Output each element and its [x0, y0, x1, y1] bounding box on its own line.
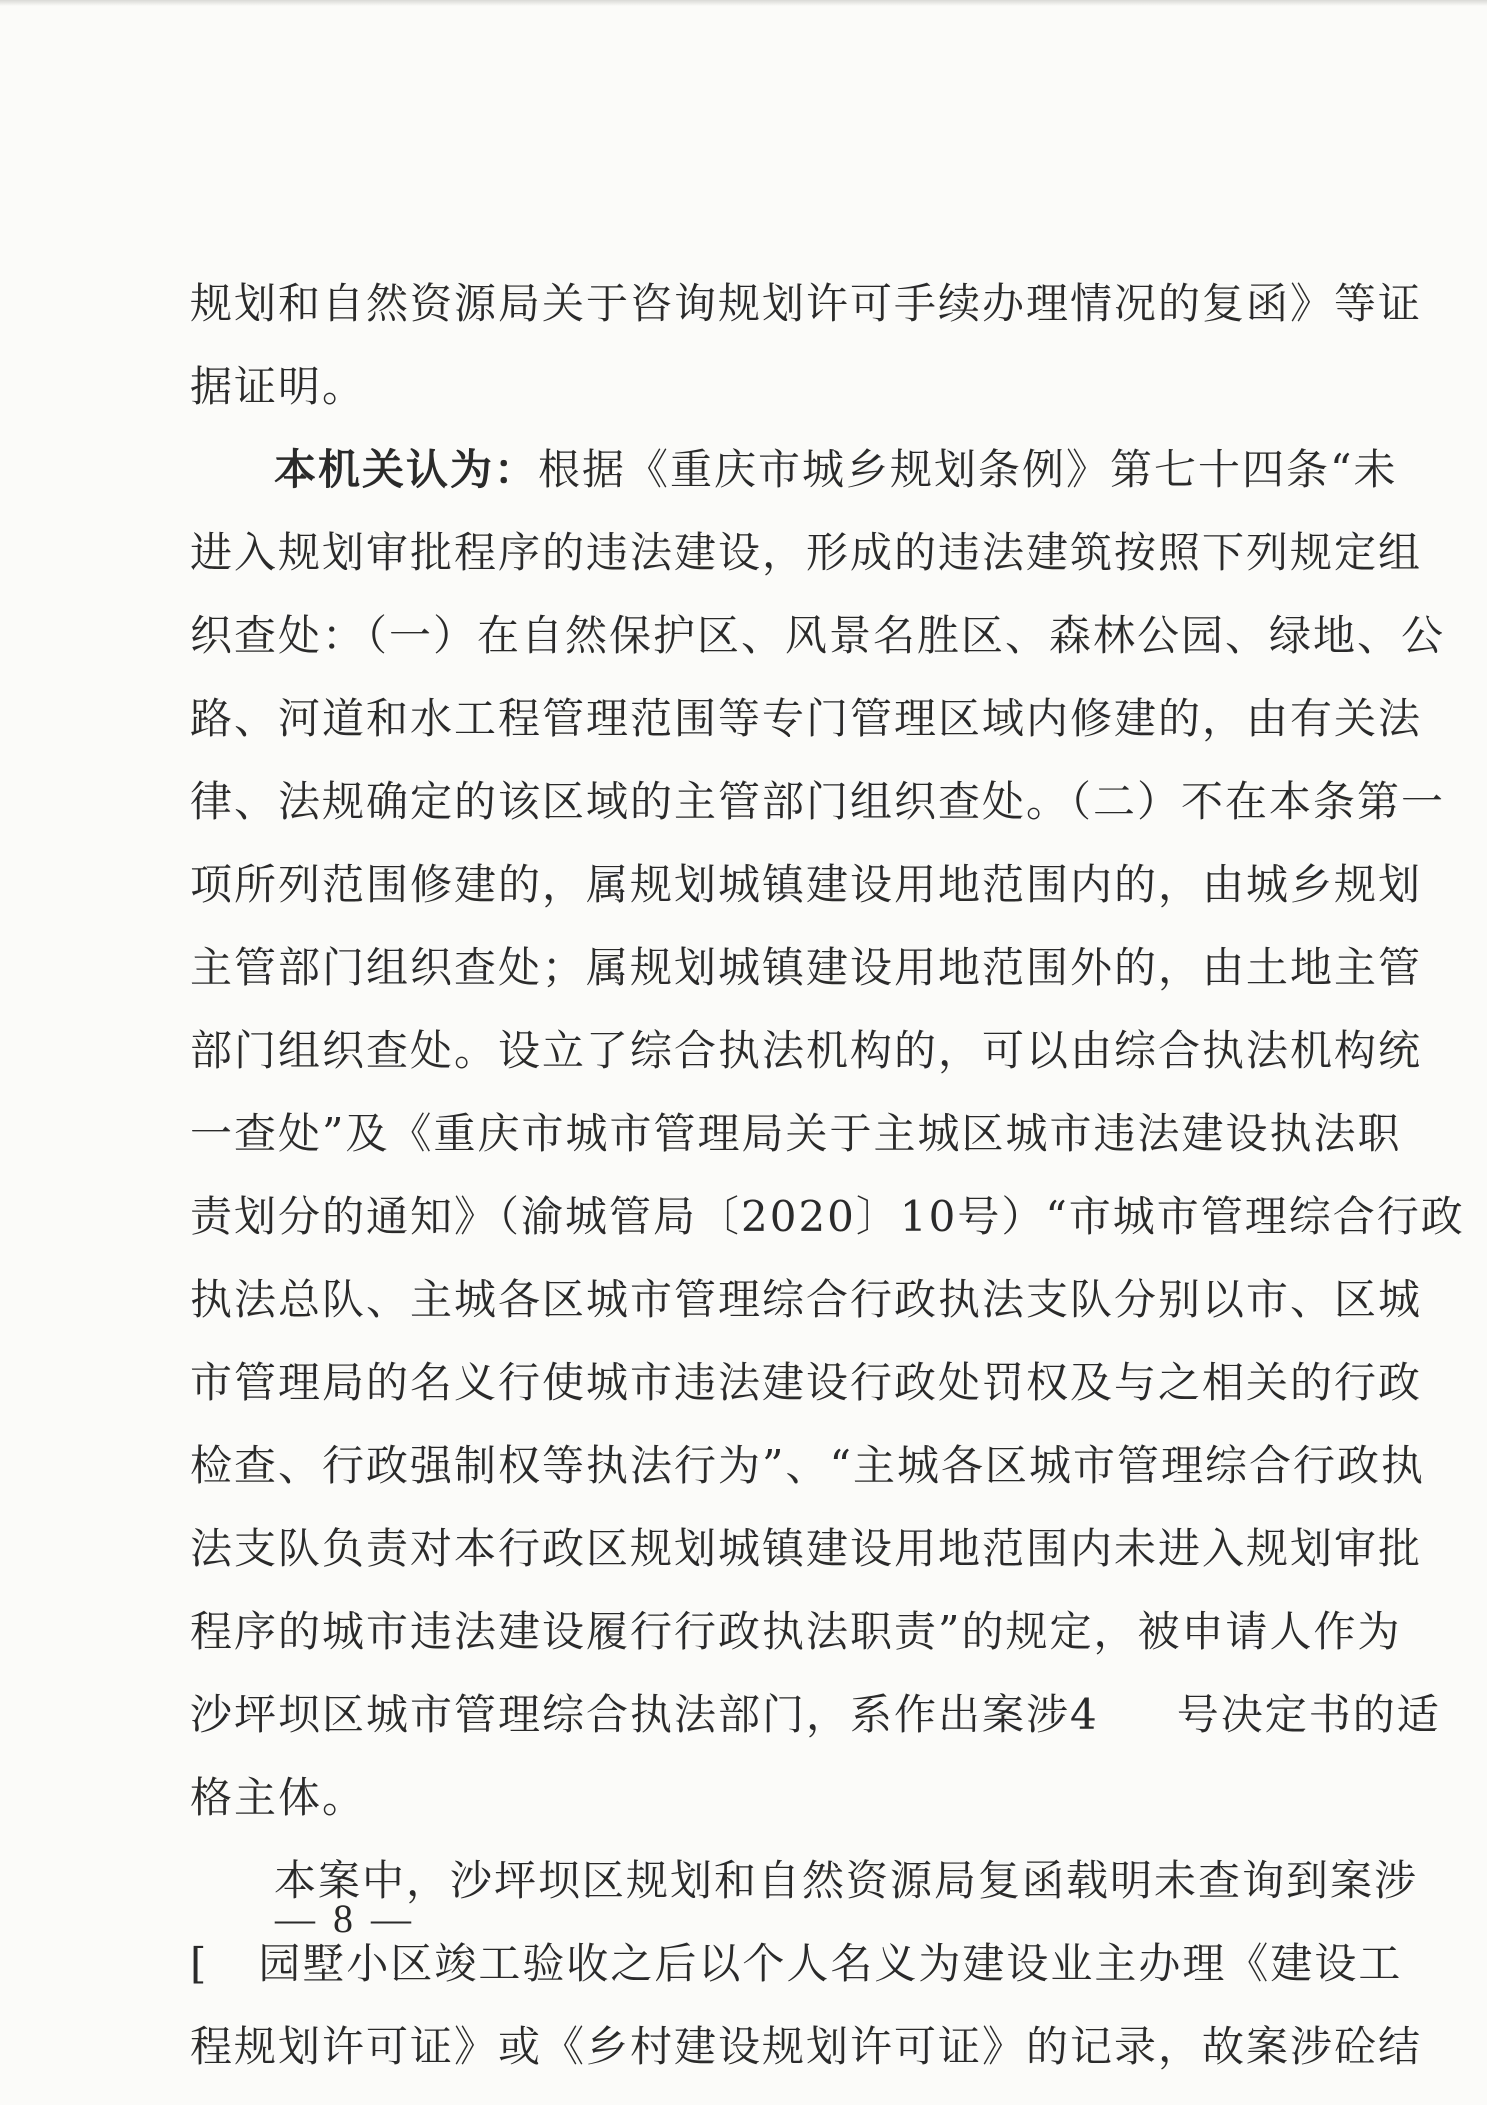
text-line-12: [190, 1175, 1465, 1258]
line-text: 根据《重庆市城乡规划条例》第七十四条“未: [538, 445, 1398, 494]
text-line-15: [190, 1424, 1425, 1507]
line-text: 规划和自然资源局关于咨询规划许可手续办理情况的复函》等证: [190, 279, 1423, 328]
text-line-11: [190, 1092, 1402, 1175]
line-text: 律、法规确定的该区域的主管部门组织查处。（二）不在本条第一: [190, 777, 1446, 826]
line-text: 据证明。: [190, 362, 367, 411]
line-text: 主管部门组织查处；属规划城镇建设用地范围外的，由土地主管: [190, 943, 1423, 992]
line-text: 沙坪坝区城市管理综合执法部门，系作出案涉4: [190, 1690, 1099, 1739]
line-text: 本案中，沙坪坝区规划和自然资源局复函载明未查询到案涉: [274, 1856, 1419, 1905]
line-text: 格主体。: [190, 1773, 367, 1822]
line-text: 市管理局的名义行使城市违法建设行政处罚权及与之相关的行政: [190, 1358, 1423, 1407]
line-text: 一查处”及《重庆市城市管理局关于主城区城市违法建设执法职: [190, 1109, 1402, 1158]
text-line-5: [190, 594, 1446, 677]
text-line-19: [190, 1756, 1330, 1839]
text-line-18: [190, 1673, 1441, 1756]
document-body: [190, 262, 1465, 2088]
line-text: 织查处：（一）在自然保护区、风景名胜区、森林公园、绿地、公: [190, 611, 1446, 660]
line-text: 项所列范围修建的，属规划城镇建设用地范围内的，由城乡规划: [190, 860, 1423, 909]
text-line-17: [190, 1590, 1402, 1673]
text-line-10: [190, 1009, 1423, 1092]
line-text: 进入规划审批程序的违法建设，形成的违法建筑按照下列规定组: [190, 528, 1423, 577]
text-line-9: [190, 926, 1423, 1009]
text-line-1: [190, 262, 1423, 345]
line-text: 检查、行政强制权等执法行为”、“主城各区城市管理综合行政执: [190, 1441, 1425, 1490]
text-line-6: [190, 677, 1423, 760]
text-line-4: [190, 511, 1423, 594]
line-text: 程规划许可证》或《乡村建设规划许可证》的记录，故案涉砼结: [190, 2022, 1423, 2071]
text-line-13: [190, 1258, 1423, 1341]
line-text: [: [190, 1939, 209, 1988]
text-line-8: [190, 843, 1423, 926]
text-line-16: [190, 1507, 1423, 1590]
line-text: 程序的城市违法建设履行行政执法职责”的规定，被申请人作为: [190, 1607, 1402, 1656]
line-text-continued: 园墅小区竣工验收之后以个人名义为建设业主办理《建设工: [258, 1939, 1403, 1988]
line-text-continued: 号决定书的适: [1176, 1690, 1441, 1739]
text-line-2: [190, 345, 1330, 428]
text-line-14: [190, 1341, 1423, 1424]
line-text: 执法总队、主城各区城市管理综合行政执法支队分别以市、区城: [190, 1275, 1423, 1324]
bold-lead-phrase: 本机关认为：: [274, 445, 539, 494]
line-text: 路、河道和水工程管理范围等专门管理区域内修建的，由有关法: [190, 694, 1423, 743]
text-line-7: [190, 760, 1446, 843]
line-text: 部门组织查处。设立了综合执法机构的，可以由综合执法机构统: [190, 1026, 1423, 1075]
scan-edge-shadow: [0, 0, 1487, 6]
page-number: — 8 —: [275, 1896, 415, 1941]
line-text: 责划分的通知》（渝城管局〔2020〕10号）“市城市管理综合行政: [190, 1192, 1465, 1241]
text-line-22: [190, 2005, 1423, 2088]
line-text: 法支队负责对本行政区规划城镇建设用地范围内未进入规划审批: [190, 1524, 1423, 1573]
text-line-3: [190, 428, 1398, 511]
